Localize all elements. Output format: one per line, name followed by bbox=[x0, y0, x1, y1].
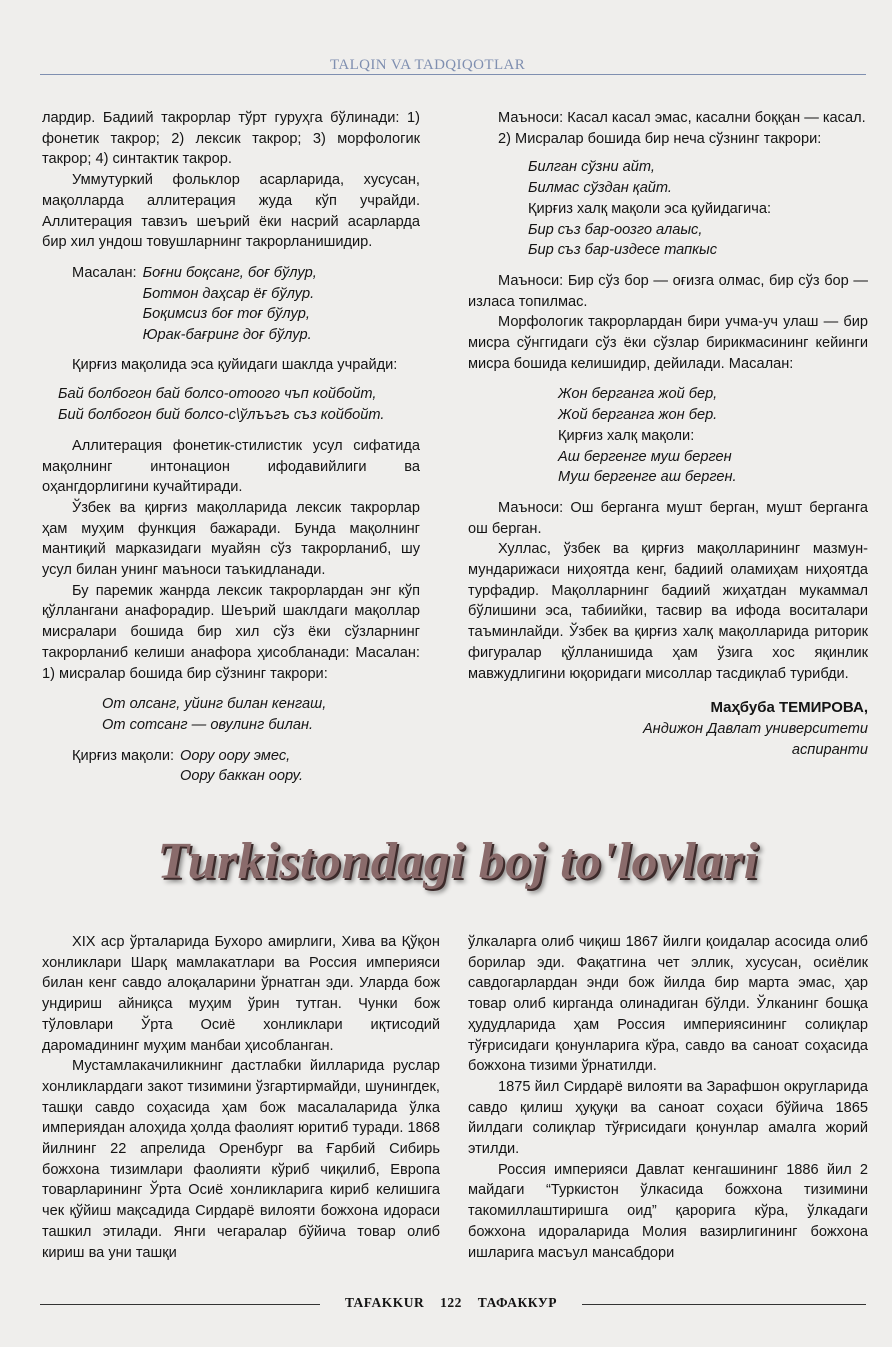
verse-line: Боғни боқсанг, боғ бўлур, bbox=[142, 264, 317, 281]
paragraph: 2) Мисралар бошида бир неча сўзнинг такрори: bbox=[498, 130, 822, 147]
bottom-right-column bbox=[468, 932, 868, 1263]
section-title: TALQIN VA TADQIQOTLAR bbox=[320, 57, 535, 74]
paragraph: Мустамлакачиликнинг дастлабки йилларида руслар хонликлардаги закот тизимини ўзгартирмайди, шунингдек, ташқи савдо соҳасида ҳам бож масалаларида ўлка империядан алоҳида ҳолда фаолият юритиб туради. 1868 йилнинг 22 апрелида Оренбург ва Ғарбий Сибирь божхона тизимлари фаолияти кўриб чиқилиб, Европа товарларининг Ўрта Осиё хонликларига кириб келишига чек қўйиш мақсадида Сирдарё вилояти божхона идораси ташкил этилади. Янги чегаралар бўйича товар олиб кириш ва уни ташқи bbox=[42, 1058, 440, 1261]
verse-line: Билган сўзни айт, bbox=[528, 159, 655, 176]
paragraph: 1875 йил Сирдарё вилояти ва Зарафшон округларида савдо қилиш ҳуқуқи ва саноат соҳаси бўйича 1865 йилдаги солиқлар тўғрисидаги қонунлар амалга жорий этилди. bbox=[468, 1078, 868, 1158]
example-label: Масалан: bbox=[72, 264, 137, 281]
proverb-verse bbox=[528, 157, 868, 198]
verse-line: Боқимсиз боғ тоғ бўлур, bbox=[142, 306, 310, 323]
example-label: Қирғиз мақоли: bbox=[72, 747, 175, 764]
footer-rule bbox=[582, 1304, 866, 1305]
article-headline-banner: Turkistondagi boj to'lovlari bbox=[157, 833, 759, 890]
verse-line: Бир съз бар-оозго алаыс, bbox=[528, 221, 703, 238]
footer-rule bbox=[40, 1304, 320, 1305]
verse-line: Юрак-бағринг доғ бўлур. bbox=[142, 327, 312, 344]
author-name: Маҳбуба ТЕМИРОВА, bbox=[710, 699, 868, 717]
paragraph: XIX аср ўрталарида Бухоро амирлиги, Хива ва Қўқон хонликлари Шарқ мамлакатлари ва Россия империяси билан кенг савдо алоқаларини ўрнатган эди. Уларда бож ундириш айниқса муҳим ўрин тутган. Чунки бож тўловлари Ўрта Осиё хонликлари иқтисодий даромадининг муҳим манбаи ҳисобланган. bbox=[42, 934, 440, 1054]
paragraph: Россия империяси Давлат кенгашининг 1886 йил 2 майдаги “Туркистон ўлкасида божхона тизимини такомиллаштиришга оид” қарорига кўра, ўлкадаги божхона идораларида Молия вазирлигининг божхона ишларига масъул мансабдори bbox=[468, 1161, 868, 1261]
proverb-verse bbox=[102, 694, 420, 735]
page-number: 122 bbox=[440, 1295, 462, 1310]
verse-line: Оору баккан оору. bbox=[180, 768, 304, 785]
verse-line: Оору оору эмес, bbox=[180, 747, 291, 764]
verse-line: Муш бергенге аш берген. bbox=[558, 469, 737, 486]
paragraph: лардир. Бадиий такрорлар тўрт гуруҳга бўлинади: 1) фонетик такрор; 2) лексик такрор; 3) морфологик такрор; 4) синтактик такрор. bbox=[42, 110, 420, 168]
kyrgyz-proverb bbox=[528, 220, 868, 261]
verse-line: Аш бергенге муш берген bbox=[558, 448, 732, 465]
verse-line: Бай болбогон бай болсо-отоого чъп койбойт, bbox=[58, 386, 377, 403]
magazine-name-latin: TAFAKKUR bbox=[345, 1295, 425, 1310]
paragraph: Қирғиз мақолида эса қуйидаги шаклда учрайди: bbox=[72, 356, 398, 373]
proverb-verse bbox=[558, 384, 868, 425]
verse-line: Жон берганга жой бер, bbox=[558, 386, 718, 403]
left-column bbox=[42, 108, 420, 787]
paragraph: Морфологик такрорлардан бири учма-уч улаш — бир мисра сўнггидаги сўз ёки сўзлар бирикмасининг кейинги мисра бошида келишидир, дейилади. Масалан: bbox=[468, 314, 868, 372]
verse-line: Бий болбогон бий болсо-с\ўлъъгъ съз койбойт. bbox=[58, 407, 385, 424]
paragraph: Бу паремик жанрда лексик такрорлардан энг кўп қўллангани анафорадир. Шеърий шаклдаги мақоллар мисралари бошида бир хил сўз ёки сўзларнинг такрорланиб келиши анафора ҳисобланади: Масалан: 1) мисралар бошида бир сўзнинг такрори: bbox=[42, 582, 420, 682]
paragraph: ўлкаларга олиб чиқиш 1867 йилги қоидалар асосида олиб борилар эди. Фақатгина чет эллик, хусусан, осиёлик савдогарлардан энди бож йилда бир марта эмас, ҳар товар олиб кирганда олинадиган бўлди. Ўлканинг бошқа ҳудудларида ҳам Россия империясининг солиқлар тўғрисидаги қонунларига кўра, савдо ва саноат соҳасида божхона тизими ўрнатилди. bbox=[468, 934, 868, 1075]
verse-line: От сотсанг — овулинг билан. bbox=[102, 716, 314, 733]
author-affiliation: Андижон Давлат университети bbox=[642, 720, 868, 737]
kyrgyz-proverb bbox=[558, 447, 868, 488]
verse-line: Жой берганга жон бер. bbox=[558, 407, 718, 424]
kyrgyz-proverb bbox=[58, 384, 420, 425]
paragraph: Маъноси: Ош берганга мушт берган, мушт берганга ош берган. bbox=[468, 499, 868, 537]
example-alliteration bbox=[42, 263, 420, 346]
paragraph: Маъноси: Бир сўз бор — оғизга олмас, бир сўз бор — изласа топилмас. bbox=[468, 272, 868, 310]
example-label: Қирғиз халқ мақоли эса қуйидагича: bbox=[528, 200, 772, 217]
verse-line: Бир съз бар-издесе тапкыс bbox=[528, 242, 718, 259]
right-column bbox=[468, 108, 868, 760]
paragraph: Хуллас, ўзбек ва қирғиз мақолларининг мазмун-мундарижаси ниҳоятда кенг, бадиий оламиҳам ниҳоятда турфадир. Мақолларнинг бадиий жиҳатдан мукаммал бўлишини эса, табиийки, тасвир ва ифода воситалари таъминлайди. Ўзбек ва қирғиз халқ мақолларида риторик фигуралар қўлланишида ҳам ўзига хос яқинлик мавжудлигини юқоридаги мисоллар тасдиқлаб турибди. bbox=[468, 541, 868, 682]
bottom-left-column bbox=[42, 932, 440, 1263]
example-kyrgyz bbox=[42, 746, 420, 787]
example-label: Қирғиз халқ мақоли: bbox=[558, 427, 695, 444]
proverb-verse bbox=[143, 263, 317, 346]
magazine-name-cyrillic: ТАФАККУР bbox=[477, 1295, 557, 1310]
verse-line: Ботмон даҳсар ёғ бўлур. bbox=[142, 285, 315, 302]
page-footer bbox=[320, 1295, 582, 1311]
proverb-verse bbox=[180, 746, 303, 787]
paragraph: Ўзбек ва қирғиз мақолларида лексик такрорлар ҳам муҳим функция бажаради. Бунда мақолнинг мантиқий марказидаги муайян сўз такрорланиб, шу усул билан унинг маъноси таъкидланади. bbox=[42, 499, 420, 579]
author-affiliation: аспиранти bbox=[791, 741, 868, 758]
paragraph: Аллитерация фонетик-стилистик усул сифатида мақолнинг интонацион ифодавийлиги ва оҳангдорлигини кучайтиради. bbox=[42, 437, 420, 496]
verse-line: Билмас сўздан қайт. bbox=[528, 180, 672, 197]
header-rule bbox=[40, 74, 866, 75]
verse-line: От олсанг, уйинг билан кенгаш, bbox=[102, 696, 327, 713]
paragraph: Уммутуркий фольклор асарларида, хусусан, мақолларда аллитерация жуда кўп учрайди. Аллитерация тавзиъ шеърий ёки насрий асарларда бир хил ундош товушларнинг такрорланишидир. bbox=[42, 172, 420, 251]
paragraph: Маъноси: Касал касал эмас, касални боққан — касал. bbox=[498, 110, 866, 126]
